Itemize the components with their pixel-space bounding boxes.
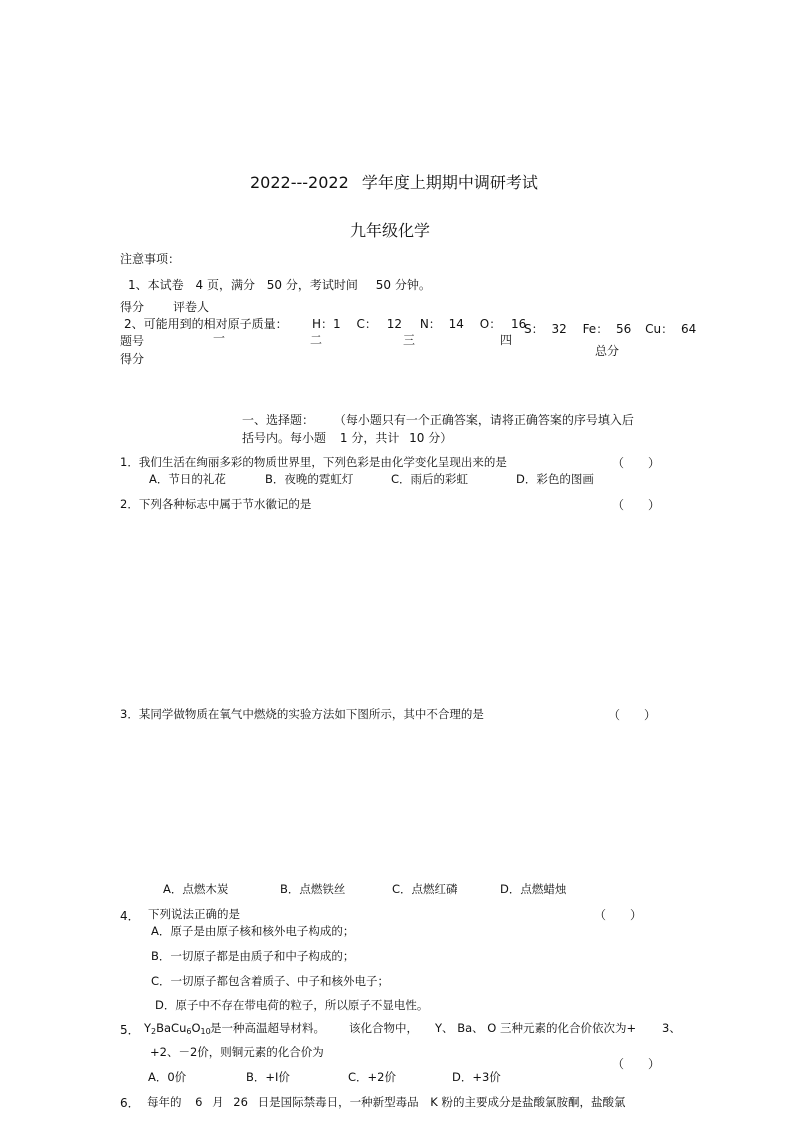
text: BaCu [156, 1021, 187, 1035]
text: Y、 [435, 1021, 454, 1035]
question-1-answer-paren: （ ） [612, 456, 661, 470]
score-col-3: 三 [403, 333, 416, 347]
question-1-option-a: A．节日的礼花 [149, 472, 226, 486]
atomic-masses-b [524, 320, 696, 337]
text: 4 [195, 278, 204, 292]
text: 括号内。每小题 [242, 431, 327, 445]
text: 56 [616, 322, 632, 336]
score-col-1: 一 [213, 331, 226, 345]
question-5-option-d: D．+3价 [452, 1070, 501, 1084]
question-5-stem-a: 是一种高温超导材料。 [210, 1021, 325, 1035]
question-3-stem: 3．某同学做物质在氧气中燃烧的实验方法如下图所示，其中不合理的是 [120, 707, 484, 721]
text: 14 [448, 317, 464, 331]
text: 一、选择题： [242, 413, 315, 427]
question-5-elements [435, 1020, 496, 1036]
question-1-option-b: B．夜晚的霓虹灯 [265, 472, 354, 486]
question-5-option-b: B．+Ⅰ价 [246, 1070, 290, 1084]
text: Y [144, 1021, 152, 1035]
question-1-option-d: D．彩色的图画 [516, 472, 594, 486]
atomic-masses-a [312, 315, 526, 332]
question-3-option-a: A．点燃木炭 [163, 882, 229, 896]
text: 1、本试卷 [128, 278, 184, 292]
text: O [191, 1021, 201, 1035]
text: 月 [212, 1095, 224, 1109]
question-6-stem [147, 1094, 625, 1110]
section-1-line-2 [242, 429, 452, 446]
question-3-option-c: C．点燃红磷 [392, 882, 458, 896]
text: 32 [551, 322, 567, 336]
question-5-option-c: C．+2价 [348, 1070, 396, 1084]
text: 10 [200, 1027, 211, 1036]
score-col-4: 四 [500, 333, 513, 347]
notes-item-1 [128, 276, 431, 293]
notes-item-2: 2、可能用到的相对原子质量： [124, 317, 288, 331]
text: H：1 [312, 317, 341, 331]
question-3-option-b: B．点燃铁丝 [280, 882, 346, 896]
section-1-line-1 [242, 411, 634, 428]
question-5-stem-c: 三种元素的化合价依次为+ [500, 1021, 637, 1035]
question-4-option-d: D．原子中不存在带电荷的粒子，所以原子不显电性。 [155, 998, 429, 1012]
text: O [487, 1021, 497, 1035]
text: 64 [680, 322, 697, 336]
text: N： [419, 317, 441, 331]
score-zongfen: 总分 [595, 344, 620, 358]
question-5-line-2: +2、－2价，则铜元素的化合价为 [150, 1045, 324, 1059]
question-4-stem: 下列说法正确的是 [148, 907, 240, 921]
text: 分，考试时间 [285, 278, 358, 292]
question-5-option-a: A．0价 [148, 1070, 187, 1084]
question-5-number: 5． [120, 1023, 140, 1037]
title-years: 2022---2022 [250, 173, 349, 192]
text: Fe： [582, 322, 609, 336]
question-2-answer-paren: （ ） [612, 498, 661, 512]
text: 10 [409, 431, 425, 445]
text: Ba、 [457, 1021, 484, 1035]
score-tihao: 题号 [120, 334, 145, 348]
question-5-answer-paren: （ ） [612, 1057, 661, 1071]
text: 26 [233, 1095, 248, 1109]
text: 2 [151, 1027, 157, 1036]
question-4-option-a: A．原子是由原子核和核外电子构成的； [151, 924, 355, 938]
text: S： [524, 322, 544, 336]
text: 分） [428, 431, 453, 445]
question-4-number: 4． [120, 909, 140, 923]
title-text: 学年度上期期中调研考试 [361, 173, 538, 192]
text: 粉的主要成分是盐酸氯胺酮，盐酸氯 [441, 1095, 626, 1109]
question-4-option-b: B．一切原子都是由质子和中子构成的； [151, 949, 355, 963]
text: 1 [339, 431, 348, 445]
question-5-formula [144, 1021, 211, 1036]
text: Cu： [645, 322, 674, 336]
score-defen: 得分 [120, 300, 145, 314]
text: （每小题只有一个正确答案，请将正确答案的序号填入后 [333, 413, 634, 427]
exam-title [250, 170, 538, 193]
question-5-stem-b: 该化合物中， [349, 1021, 418, 1035]
text: 日是国际禁毒日，一种新型毒品 [257, 1095, 419, 1109]
question-1-option-c: C．雨后的彩虹 [391, 472, 469, 486]
text: 6 [186, 1027, 192, 1036]
text: 50 [266, 278, 283, 292]
notes-heading: 注意事项： [120, 252, 181, 266]
exam-subtitle: 九年级化学 [350, 221, 431, 240]
text: C： [356, 317, 377, 331]
text: 16 [511, 317, 527, 331]
text: 页，满分 [206, 278, 255, 292]
question-4-option-c: C．一切原子都包含着质子、中子和核外电子； [151, 974, 390, 988]
text: 12 [386, 317, 402, 331]
question-2-stem: 2．下列各种标志中属于节水徽记的是 [120, 497, 312, 511]
question-1-stem: 1．我们生活在绚丽多彩的物质世界里，下列色彩是由化学变化呈现出来的是 [120, 455, 507, 469]
question-4-answer-paren: （ ） [594, 908, 643, 922]
score-pingjuanren: 评卷人 [173, 300, 210, 314]
question-3-option-d: D．点燃蜡烛 [500, 882, 567, 896]
score-col-2: 二 [310, 333, 323, 347]
text: K [430, 1095, 438, 1109]
text: 每年的 [147, 1095, 182, 1109]
score-defen-2: 得分 [120, 352, 145, 366]
text: 50 [375, 278, 392, 292]
text: 分钟。 [394, 278, 431, 292]
question-3-answer-paren: （ ） [608, 708, 657, 722]
text: O： [479, 317, 502, 331]
text: 6 [195, 1095, 203, 1109]
question-5-val-3: 3、 [662, 1021, 681, 1035]
question-6-number: 6． [120, 1096, 140, 1110]
text: 分，共计 [351, 431, 400, 445]
